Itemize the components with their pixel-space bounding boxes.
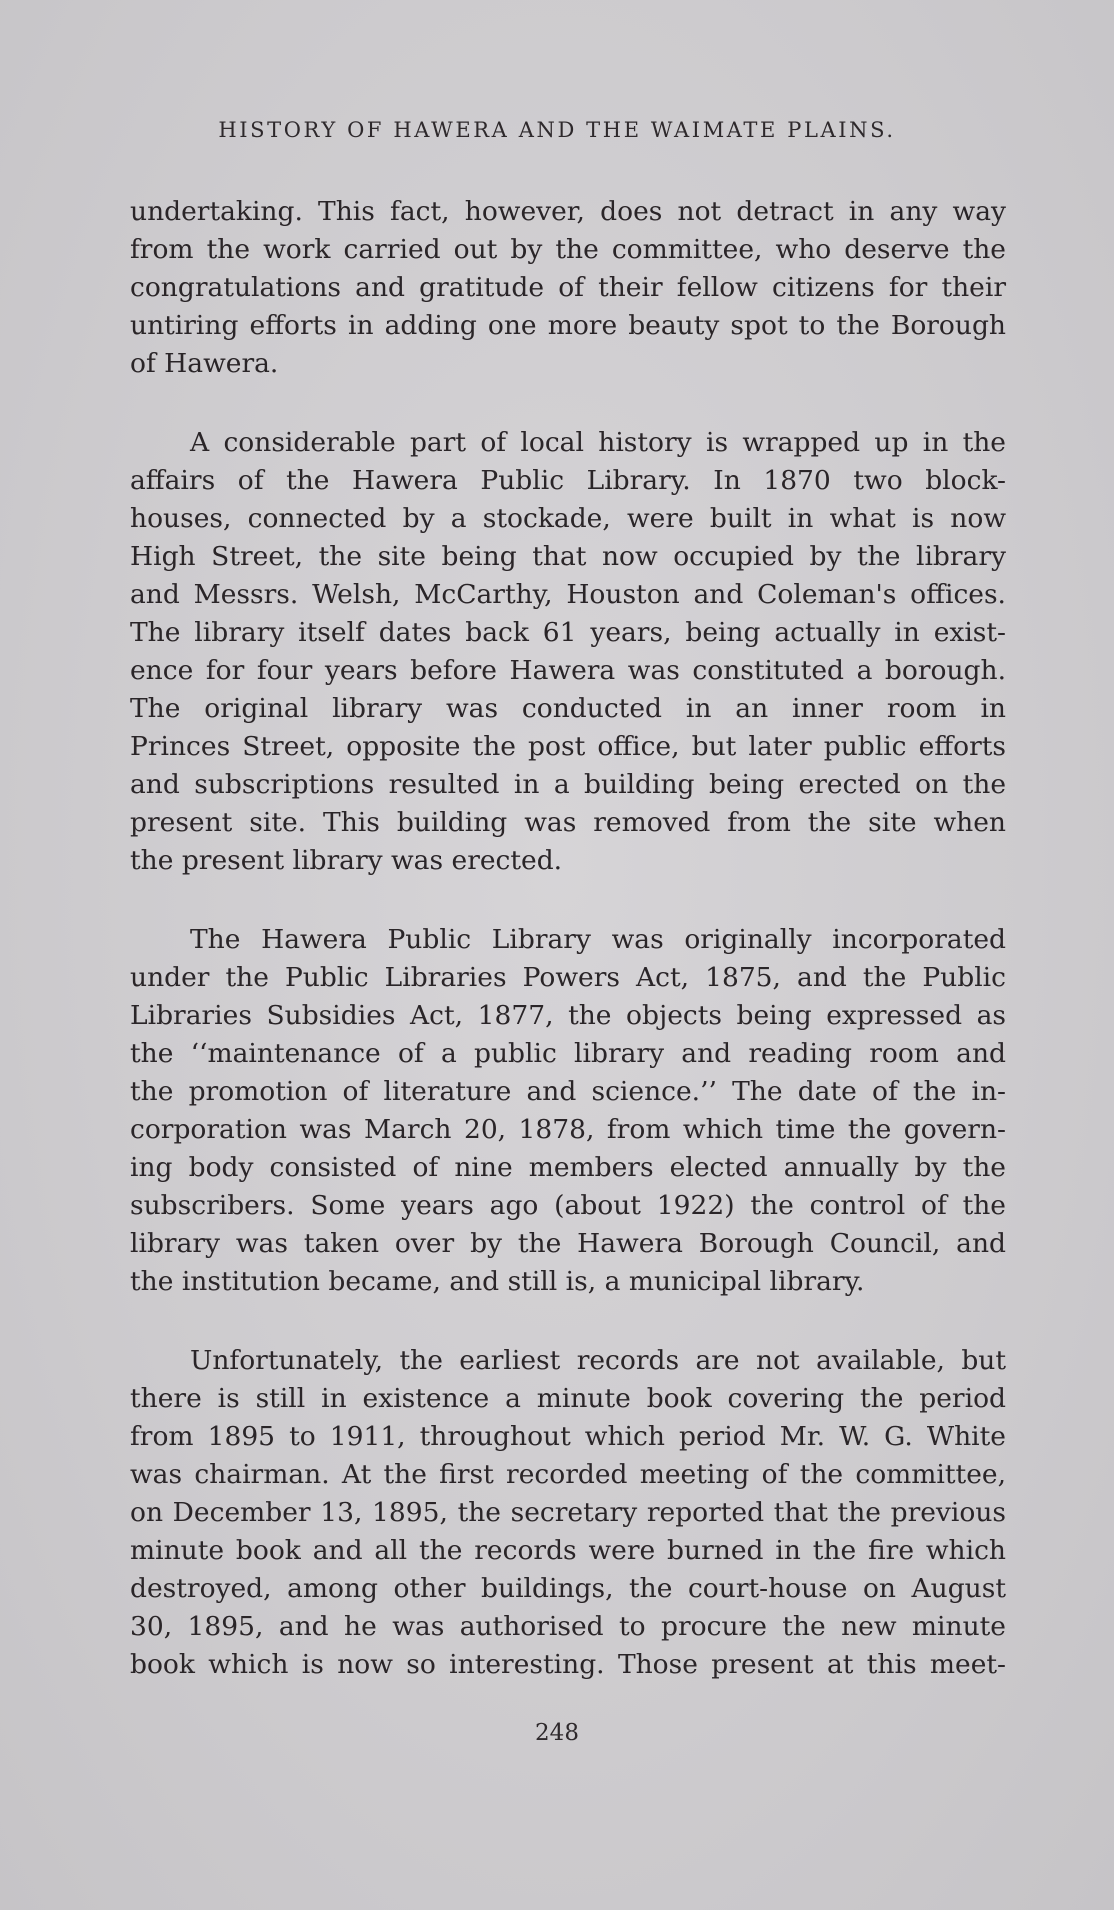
text-line: ing body consisted of nine members elected annually by the xyxy=(130,1152,1006,1183)
text-line: Libraries Subsidies Act, 1877, the objects being expressed as xyxy=(130,1000,1006,1031)
text-line: affairs of the Hawera Public Library. In 1870 two block- xyxy=(130,465,1006,496)
text-line: from the work carried out by the committee, who deserve the xyxy=(130,234,1006,265)
text-line: book which is now so interesting. Those present at this meet- xyxy=(130,1649,1006,1680)
text-line: on December 13, 1895, the secretary reported that the previous xyxy=(130,1497,1006,1528)
text-line: of Hawera. xyxy=(130,348,279,379)
text-line: congratulations and gratitude of their fellow citizens for their xyxy=(130,272,1006,303)
running-head: HISTORY OF HAWERA AND THE WAIMATE PLAINS. xyxy=(218,118,896,142)
text-line: subscribers. Some years ago (about 1922) the control of the xyxy=(130,1190,1006,1221)
text-line: ence for four years before Hawera was constituted a borough. xyxy=(130,655,1006,686)
text-line: The original library was conducted in an inner room in xyxy=(130,693,1006,724)
text-line: 30, 1895, and he was authorised to procure the new minute xyxy=(130,1611,1006,1642)
text-line: the ‘‘maintenance of a public library and reading room and xyxy=(130,1038,1006,1069)
text-line: minute book and all the records were burned in the fire which xyxy=(130,1535,1006,1566)
text-line: A considerable part of local history is wrapped up in the xyxy=(190,427,1006,458)
text-line: corporation was March 20, 1878, from which time the govern- xyxy=(130,1114,1006,1145)
text-line: was chairman. At the first recorded meeting of the committee, xyxy=(130,1459,1006,1490)
text-line: the promotion of literature and science.’’ The date of the in- xyxy=(130,1076,1006,1107)
paragraph-3 xyxy=(130,921,1006,1301)
text-line: The Hawera Public Library was originally incorporated xyxy=(190,924,1006,955)
paragraph-2 xyxy=(130,424,1006,880)
text-line: the present library was erected. xyxy=(130,845,563,876)
text-line: there is still in existence a minute book covering the period xyxy=(130,1383,1006,1414)
text-line: Unfortunately, the earliest records are not available, but xyxy=(190,1345,1006,1376)
text-line: present site. This building was removed from the site when xyxy=(130,807,1006,838)
text-line: houses, connected by a stockade, were built in what is now xyxy=(130,503,1006,534)
text-line: The library itself dates back 61 years, being actually in exist- xyxy=(130,617,1006,648)
text-line: destroyed, among other buildings, the court-house on August xyxy=(130,1573,1006,1604)
text-line: library was taken over by the Hawera Borough Council, and xyxy=(130,1228,1006,1259)
text-line: and Messrs. Welsh, McCarthy, Houston and Coleman's offices. xyxy=(130,579,1006,610)
body-text xyxy=(130,193,1006,1725)
text-line: and subscriptions resulted in a building being erected on the xyxy=(130,769,1006,800)
text-line: the institution became, and still is, a municipal library. xyxy=(130,1266,865,1297)
text-line: Princes Street, opposite the post office, but later public efforts xyxy=(130,731,1006,762)
text-line: undertaking. This fact, however, does not detract in any way xyxy=(130,196,1006,227)
text-line: under the Public Libraries Powers Act, 1875, and the Public xyxy=(130,962,1006,993)
text-line: from 1895 to 1911, throughout which period Mr. W. G. White xyxy=(130,1421,1006,1452)
page-number: 248 xyxy=(535,1720,579,1746)
paragraph-1 xyxy=(130,193,1006,383)
paragraph-4 xyxy=(130,1342,1006,1684)
text-line: untiring efforts in adding one more beauty spot to the Borough xyxy=(130,310,1006,341)
text-line: High Street, the site being that now occupied by the library xyxy=(130,541,1006,572)
